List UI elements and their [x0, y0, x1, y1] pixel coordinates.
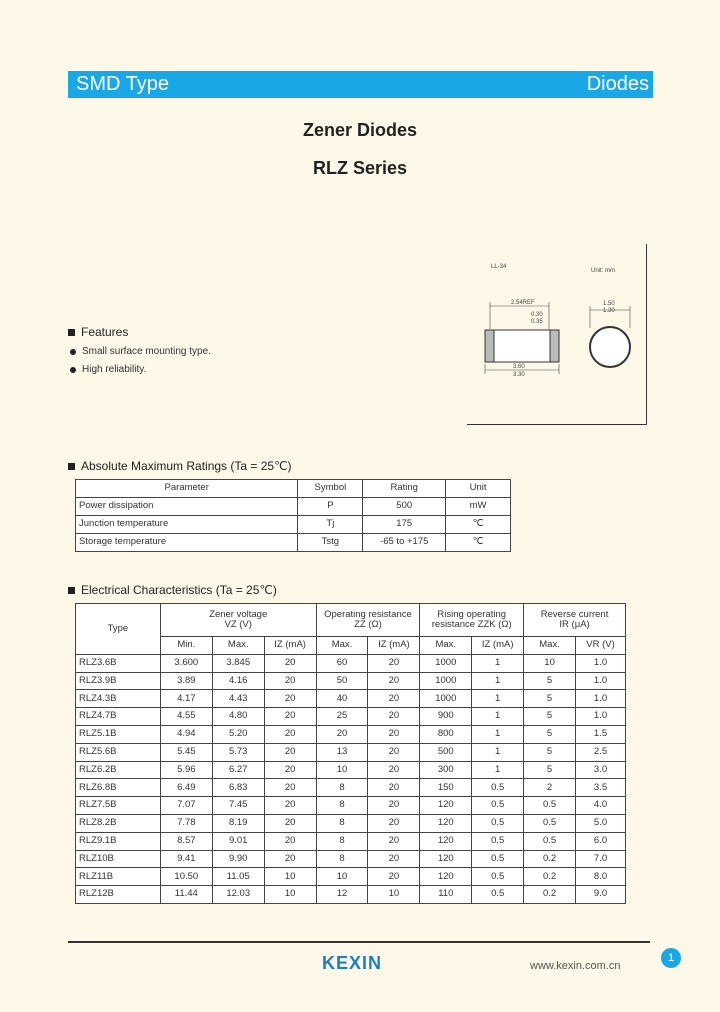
column-header: IZ (mA) — [264, 637, 316, 655]
feature-item — [70, 364, 146, 375]
table-cell: 0.5 — [472, 779, 524, 797]
table-cell: 20 — [368, 814, 420, 832]
table-cell: 8 — [316, 832, 368, 850]
table-cell: 9.01 — [212, 832, 264, 850]
table-cell: 5 — [524, 690, 576, 708]
group-subtitle: IR (μA) — [559, 619, 590, 630]
table-cell: 900 — [420, 708, 472, 726]
table-cell: 3.0 — [576, 761, 626, 779]
table-cell: ℃ — [446, 516, 511, 534]
table-cell: 20 — [316, 725, 368, 743]
column-group-reverse — [524, 604, 626, 637]
table-cell: 20 — [368, 654, 420, 672]
table-cell: 120 — [420, 814, 472, 832]
table-cell: 0.2 — [524, 868, 576, 886]
table-cell: 12.03 — [212, 886, 264, 904]
table-cell: 4.17 — [160, 690, 212, 708]
table-cell: 120 — [420, 850, 472, 868]
table-cell: 10 — [368, 886, 420, 904]
table-cell: 20 — [264, 690, 316, 708]
table-cell: 1 — [472, 743, 524, 761]
table-cell: 20 — [264, 708, 316, 726]
table-cell: 0.5 — [472, 832, 524, 850]
type-cell: RLZ3.6B — [76, 654, 161, 672]
dim-label: 0.30 — [531, 312, 543, 318]
table-row — [76, 832, 626, 850]
table-row — [76, 850, 626, 868]
table-cell: 12 — [316, 886, 368, 904]
table-row — [76, 534, 511, 552]
table-cell: 20 — [368, 797, 420, 815]
type-cell: RLZ10B — [76, 850, 161, 868]
table-cell: 5 — [524, 743, 576, 761]
table-cell: 3.600 — [160, 654, 212, 672]
table-cell: 20 — [368, 743, 420, 761]
table-cell: 5.73 — [212, 743, 264, 761]
table-cell: 10 — [524, 654, 576, 672]
column-header: Max. — [212, 637, 264, 655]
column-header: Max. — [420, 637, 472, 655]
group-title: Rising operating — [437, 608, 507, 620]
column-header: Rating — [363, 480, 446, 498]
features-heading-text: Features — [81, 325, 129, 339]
table-cell: 8.19 — [212, 814, 264, 832]
table-cell: 4.0 — [576, 797, 626, 815]
table-cell: 60 — [316, 654, 368, 672]
table-cell: 6.0 — [576, 832, 626, 850]
table-cell: 0.2 — [524, 886, 576, 904]
table-cell: 11.05 — [212, 868, 264, 886]
table-cell: 20 — [264, 743, 316, 761]
amr-heading — [68, 459, 292, 473]
table-cell: 20 — [264, 725, 316, 743]
type-cell: RLZ7.5B — [76, 797, 161, 815]
table-cell: 20 — [368, 761, 420, 779]
table-cell: 0.5 — [524, 832, 576, 850]
bullet-dot-icon — [70, 349, 76, 355]
type-cell: RLZ6.2B — [76, 761, 161, 779]
group-title: Zener voltage — [209, 608, 268, 620]
table-cell: 20 — [368, 725, 420, 743]
square-bullet-icon — [68, 587, 75, 594]
table-cell: 0.2 — [524, 850, 576, 868]
column-group-rising — [420, 604, 524, 637]
table-cell: Tstg — [298, 534, 363, 552]
type-cell: RLZ11B — [76, 868, 161, 886]
column-header: IZ (mA) — [368, 637, 420, 655]
table-cell: 0.5 — [472, 797, 524, 815]
table-cell: 8.57 — [160, 832, 212, 850]
header-bar — [68, 71, 653, 98]
table-cell: 10 — [316, 868, 368, 886]
table-cell: 1000 — [420, 672, 472, 690]
table-cell: 10 — [316, 761, 368, 779]
table-cell: 1.0 — [576, 654, 626, 672]
amr-heading-text: Absolute Maximum Ratings (Ta = 25℃) — [81, 459, 292, 473]
table-row — [76, 708, 626, 726]
package-diagram — [467, 244, 647, 425]
table-row — [76, 725, 626, 743]
table-cell: 20 — [264, 797, 316, 815]
table-cell: 20 — [264, 761, 316, 779]
table-cell: 5 — [524, 708, 576, 726]
table-cell: 20 — [264, 832, 316, 850]
table-cell: P — [298, 498, 363, 516]
package-label: LL-34 — [491, 264, 507, 270]
type-cell: RLZ8.2B — [76, 814, 161, 832]
type-cell: RLZ6.8B — [76, 779, 161, 797]
table-cell: 0.5 — [524, 814, 576, 832]
table-cell: 7.78 — [160, 814, 212, 832]
table-cell: 500 — [420, 743, 472, 761]
table-cell: 175 — [363, 516, 446, 534]
dim-label: 1.30 — [603, 308, 615, 314]
feature-text: High reliability. — [82, 364, 147, 375]
dim-label: 3.30 — [513, 372, 525, 378]
table-cell: 9.0 — [576, 886, 626, 904]
table-cell: 1 — [472, 725, 524, 743]
package-drawing — [467, 244, 646, 424]
table-cell: 25 — [316, 708, 368, 726]
group-subtitle: resistance ZZK (Ω) — [431, 619, 512, 630]
group-title: Operating resistance — [324, 608, 412, 620]
table-cell: 6.27 — [212, 761, 264, 779]
unit-label: Unit: mm — [591, 268, 615, 274]
table-cell: 4.94 — [160, 725, 212, 743]
type-cell: RLZ5.6B — [76, 743, 161, 761]
table-cell: ℃ — [446, 534, 511, 552]
column-header: Unit — [446, 480, 511, 498]
feature-text: Small surface mounting type. — [82, 346, 211, 357]
column-header: IZ (mA) — [472, 637, 524, 655]
table-cell: 9.90 — [212, 850, 264, 868]
group-subtitle: ZZ (Ω) — [354, 619, 382, 630]
table-row — [76, 779, 626, 797]
table-cell: 0.5 — [472, 886, 524, 904]
table-cell: 120 — [420, 797, 472, 815]
website-link[interactable]: www.kexin.com.cn — [530, 960, 621, 972]
table-cell: 50 — [316, 672, 368, 690]
table-cell: 8 — [316, 850, 368, 868]
group-title: Reverse current — [540, 608, 609, 620]
table-cell: 20 — [368, 779, 420, 797]
table-cell: 7.0 — [576, 850, 626, 868]
table-cell: 150 — [420, 779, 472, 797]
table-cell: 20 — [264, 814, 316, 832]
table-cell: 4.55 — [160, 708, 212, 726]
table-cell: 1.5 — [576, 725, 626, 743]
table-cell: 40 — [316, 690, 368, 708]
column-group-zener — [160, 604, 316, 637]
table-cell: 20 — [264, 672, 316, 690]
table-row — [76, 761, 626, 779]
table-cell: 300 — [420, 761, 472, 779]
table-cell: 3.5 — [576, 779, 626, 797]
header-product-type: Diodes — [586, 73, 649, 95]
page-number-badge: 1 — [661, 948, 681, 968]
table-cell: 5 — [524, 725, 576, 743]
table-cell: 4.80 — [212, 708, 264, 726]
table-cell: 0.5 — [524, 797, 576, 815]
table-cell: 20 — [264, 654, 316, 672]
table-cell: 110 — [420, 886, 472, 904]
amr-table — [75, 479, 511, 552]
feature-item — [70, 346, 211, 357]
table-cell: 6.49 — [160, 779, 212, 797]
table-cell: 1 — [472, 654, 524, 672]
table-row — [76, 516, 511, 534]
table-cell: Junction temperature — [76, 516, 298, 534]
table-cell: 8 — [316, 814, 368, 832]
table-cell: 20 — [368, 672, 420, 690]
table-cell: 8 — [316, 797, 368, 815]
table-cell: 1 — [472, 672, 524, 690]
table-cell: 1 — [472, 708, 524, 726]
type-cell: RLZ5.1B — [76, 725, 161, 743]
table-cell: 20 — [368, 868, 420, 886]
header-category: SMD Type — [76, 73, 169, 95]
column-header: Symbol — [298, 480, 363, 498]
table-cell: 10 — [264, 886, 316, 904]
bullet-dot-icon — [70, 367, 76, 373]
dim-label: 2.54REF — [511, 300, 535, 306]
table-cell: 20 — [368, 832, 420, 850]
table-row — [76, 886, 626, 904]
table-cell: 1000 — [420, 654, 472, 672]
table-group-header-row — [76, 604, 626, 637]
ec-heading-text: Electrical Characteristics (Ta = 25℃) — [81, 583, 277, 597]
table-cell: 6.83 — [212, 779, 264, 797]
group-subtitle: VZ (V) — [224, 619, 252, 630]
table-cell: 20 — [264, 850, 316, 868]
type-cell: RLZ3.9B — [76, 672, 161, 690]
table-cell: 8.0 — [576, 868, 626, 886]
table-cell: 5 — [524, 761, 576, 779]
features-heading — [68, 325, 128, 339]
type-cell: RLZ9.1B — [76, 832, 161, 850]
table-cell: Power dissipation — [76, 498, 298, 516]
table-cell: 20 — [368, 708, 420, 726]
table-cell: 9.41 — [160, 850, 212, 868]
table-cell: -65 to +175 — [363, 534, 446, 552]
table-cell: Storage temperature — [76, 534, 298, 552]
table-cell: 1.0 — [576, 672, 626, 690]
column-header: Max. — [316, 637, 368, 655]
table-row — [76, 654, 626, 672]
table-cell: 20 — [368, 690, 420, 708]
table-cell: 5 — [524, 672, 576, 690]
table-cell: 120 — [420, 868, 472, 886]
table-cell: mW — [446, 498, 511, 516]
type-cell: RLZ4.7B — [76, 708, 161, 726]
table-cell: 11.44 — [160, 886, 212, 904]
page-subtitle: RLZ Series — [312, 158, 408, 178]
table-cell: 20 — [264, 779, 316, 797]
table-cell: Tj — [298, 516, 363, 534]
table-cell: 20 — [368, 850, 420, 868]
table-cell: 1 — [472, 761, 524, 779]
table-cell: 1.0 — [576, 690, 626, 708]
table-cell: 7.07 — [160, 797, 212, 815]
dim-label: 0.35 — [531, 319, 543, 325]
table-cell: 7.45 — [212, 797, 264, 815]
dim-label: 1.50 — [603, 301, 615, 307]
ec-table — [75, 603, 626, 904]
table-cell: 1 — [472, 690, 524, 708]
table-cell: 2 — [524, 779, 576, 797]
table-cell: 5.20 — [212, 725, 264, 743]
table-cell: 3.845 — [212, 654, 264, 672]
ec-heading — [68, 583, 277, 597]
column-header: Parameter — [76, 480, 298, 498]
table-cell: 13 — [316, 743, 368, 761]
table-row — [76, 797, 626, 815]
table-cell: 5.96 — [160, 761, 212, 779]
type-cell: RLZ12B — [76, 886, 161, 904]
table-header-row — [76, 480, 511, 498]
table-cell: 0.5 — [472, 868, 524, 886]
table-row — [76, 672, 626, 690]
table-cell: 5.0 — [576, 814, 626, 832]
table-cell: 4.43 — [212, 690, 264, 708]
table-row — [76, 868, 626, 886]
column-group-operating — [316, 604, 420, 637]
table-cell: 120 — [420, 832, 472, 850]
table-cell: 10.50 — [160, 868, 212, 886]
table-cell: 3.89 — [160, 672, 212, 690]
table-row — [76, 814, 626, 832]
kexin-logo: KEXIN — [322, 953, 383, 973]
table-cell: 800 — [420, 725, 472, 743]
table-row — [76, 743, 626, 761]
table-cell: 10 — [264, 868, 316, 886]
table-cell: 2.5 — [576, 743, 626, 761]
table-cell: 1000 — [420, 690, 472, 708]
table-row — [76, 690, 626, 708]
type-cell: RLZ4.3B — [76, 690, 161, 708]
column-header: Max. — [524, 637, 576, 655]
table-cell: 0.5 — [472, 850, 524, 868]
column-header: Min. — [160, 637, 212, 655]
column-header-type: Type — [76, 604, 161, 655]
table-cell: 500 — [363, 498, 446, 516]
table-cell: 0.5 — [472, 814, 524, 832]
table-cell: 8 — [316, 779, 368, 797]
table-row — [76, 498, 511, 516]
dim-label: 3.60 — [513, 364, 525, 370]
table-cell: 1.0 — [576, 708, 626, 726]
footer-divider — [68, 941, 650, 943]
column-header: VR (V) — [576, 637, 626, 655]
square-bullet-icon — [68, 329, 75, 336]
table-cell: 5.45 — [160, 743, 212, 761]
square-bullet-icon — [68, 463, 75, 470]
table-cell: 4.16 — [212, 672, 264, 690]
page-title: Zener Diodes — [302, 120, 418, 140]
